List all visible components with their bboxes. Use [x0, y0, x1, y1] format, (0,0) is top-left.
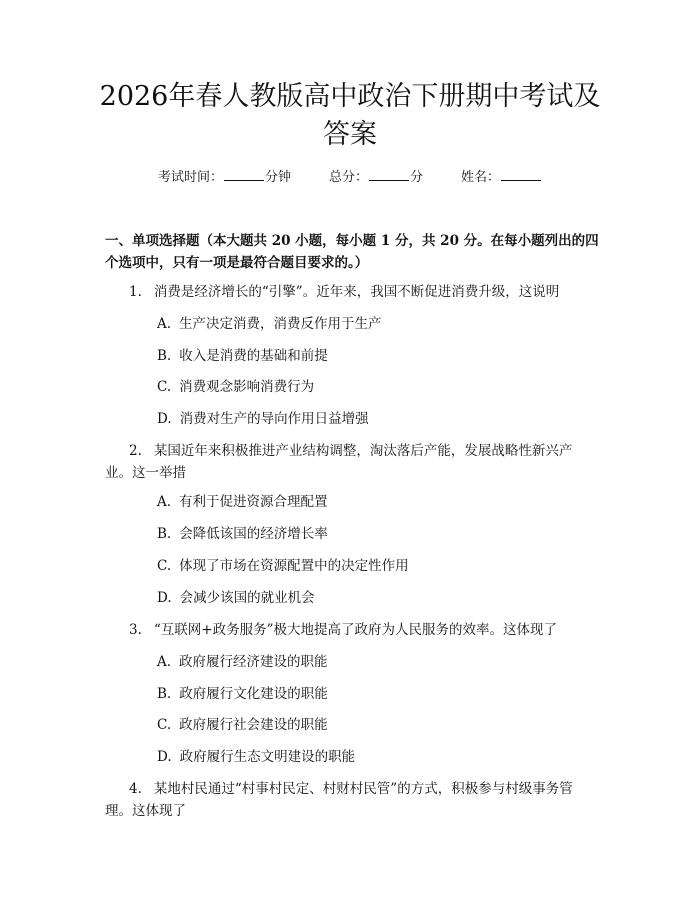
- option-letter: C.: [157, 379, 172, 395]
- option-text: 会降低该国的经济增长率: [179, 526, 328, 542]
- question-1-option-a: [157, 313, 587, 335]
- option-text: 消费对生产的导向作用日益增强: [179, 411, 369, 427]
- question-number: 3.: [129, 622, 142, 638]
- question-number: 1.: [129, 284, 142, 300]
- option-text: 政府履行社会建设的职能: [179, 717, 328, 733]
- document-title: 2026年春人教版高中政治下册期中考试及答案: [99, 81, 601, 150]
- question-number: 2.: [129, 443, 142, 459]
- total-score-label: 总分：: [328, 170, 368, 185]
- question-1-stem: [105, 281, 595, 303]
- option-text: 消费观念影响消费行为: [179, 379, 315, 395]
- question-3-option-c: [157, 714, 587, 736]
- question-1-option-b: [157, 345, 587, 367]
- question-text: 某地村民通过“村事村民定、村财村民管”的方式，积极参与村级事务管理。这体现了: [105, 781, 573, 819]
- option-letter: A.: [157, 316, 172, 332]
- question-2-option-a: [157, 491, 587, 513]
- question-1-option-c: [157, 376, 587, 398]
- student-name-blank: [501, 168, 541, 181]
- option-text: 政府履行文化建设的职能: [179, 686, 328, 702]
- option-text: 政府履行生态文明建设的职能: [179, 749, 356, 765]
- option-text: 收入是消费的基础和前提: [179, 348, 328, 364]
- option-text: 有利于促进资源合理配置: [179, 494, 328, 510]
- option-letter: C.: [157, 558, 172, 574]
- option-letter: D.: [157, 590, 172, 606]
- question-4-stem: [105, 778, 595, 822]
- question-2-option-c: [157, 555, 587, 577]
- option-letter: D.: [157, 411, 172, 427]
- option-letter: D.: [157, 749, 172, 765]
- option-text: 体现了市场在资源配置中的决定性作用: [179, 558, 409, 574]
- option-letter: C.: [157, 717, 172, 733]
- question-text: 消费是经济增长的“引擎”。近年来，我国不断促进消费升级，这说明: [153, 284, 560, 300]
- question-text: 某国近年来积极推进产业结构调整，淘汰落后产能，发展战略性新兴产业。这一举措: [105, 443, 573, 481]
- question-3-option-b: [157, 683, 587, 705]
- option-letter: A.: [157, 654, 172, 670]
- question-text: “互联网+政务服务”极大地提高了政府为人民服务的效率。这体现了: [153, 622, 558, 638]
- question-2-option-b: [157, 523, 587, 545]
- question-1-option-d: [157, 408, 587, 430]
- option-text: 政府履行经济建设的职能: [179, 654, 328, 670]
- total-score-unit: 分: [410, 170, 424, 185]
- section-heading: 一、单项选择题（本大题共 20 小题，每小题 1 分，共 20 分。在每小题列出的四个选项中，只有一项是最符合题目要求的。）: [105, 233, 599, 271]
- option-text: 会减少该国的就业机会: [179, 590, 315, 606]
- option-text: 生产决定消费，消费反作用于生产: [179, 316, 382, 332]
- exam-time-unit: 分钟: [264, 170, 291, 185]
- question-3-option-d: [157, 746, 587, 768]
- option-letter: B.: [157, 526, 172, 542]
- option-letter: A.: [157, 494, 172, 510]
- total-score-blank: [369, 168, 409, 181]
- exam-info-line: [0, 168, 700, 188]
- student-name-label: 姓名：: [461, 170, 501, 185]
- exam-time-label: 考试时间：: [157, 170, 223, 185]
- question-3-option-a: [157, 651, 587, 673]
- question-3-stem: [105, 619, 595, 641]
- question-2-stem: [105, 440, 595, 484]
- option-letter: B.: [157, 686, 172, 702]
- exam-time-blank: [224, 168, 264, 181]
- question-number: 4.: [129, 781, 142, 797]
- question-2-option-d: [157, 587, 587, 609]
- option-letter: B.: [157, 348, 172, 364]
